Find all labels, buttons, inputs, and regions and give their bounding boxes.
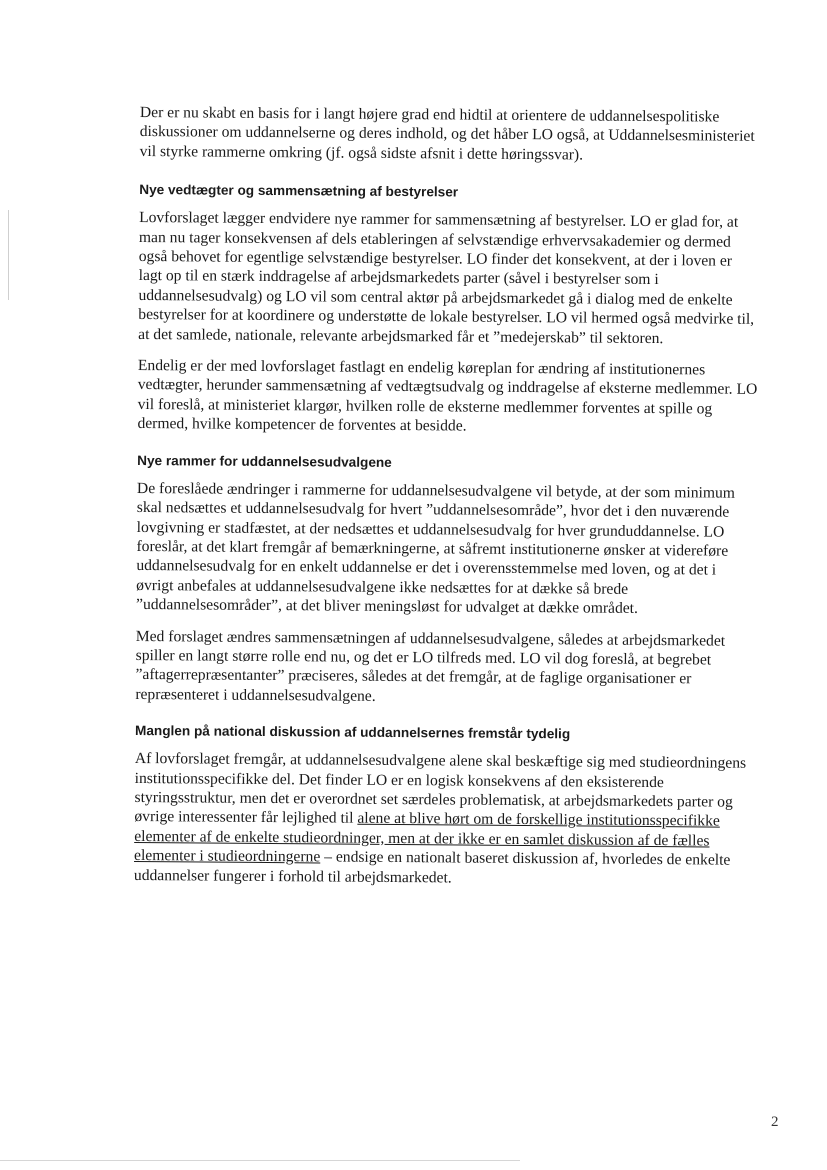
scan-margin-line	[8, 210, 9, 300]
document-body	[134, 103, 760, 902]
paragraph-mangel-part-a: Af lovforslaget fremgår, at uddannelsesudvalgene alene skal beskæftige sig med studieordningens institutionsspecifikke del. Det finder LO er en logisk konsekvens af den eksisterende styringsstruktur, men det er overordnet set særdeles problematisk, at arbejdsmarkedets parter og øvrige interessenter får lejlighed til	[134, 750, 747, 828]
scan-bottom-line	[0, 1160, 520, 1161]
paragraph-vedtaegter-1: Lovforslaget lægger endvidere nye rammer for sammensætning af bestyrelser. LO er glad for, at man nu tager konsekvensen af dels etableringen af selvstændige erhvervsakademier og dermed også behovet for egentlige selvstændige bestyrelser. LO finder det konsekvent, at der i loven er lagt op til en stærk inddragelse af arbejdsmarkedets parter (såvel i bestyrelser som i uddannelsesudvalg) og LO vil som central aktør på arbejdsmarkedet gå i dialog med de enkelte bestyrelser for at koordinere og understøtte de lokale bestyrelser. LO vil hermed også medvirke til, at det samlede, nationale, relevante arbejdsmarked får et ”medejerskab” til sektoren.	[138, 209, 755, 347]
paragraph-udvalg-1: De foreslåede ændringer i rammerne for uddannelsesudvalgene vil betyde, at der som minimum skal nedsættes et uddannelsesudvalg for hvert ”uddannelsesområde”, hvor det i den nuværende lovgivning er stadfæstet, at der nedsættes et uddannelsesudvalg for hver grunduddannelse. LO foreslår, at det klart fremgår af bemærkningerne, at såfremt institutionerne ønsker at videreføre uddannelsesudvalg for en enkelt uddannelse er det i overensstemmelse med loven, og at det i øvrigt anbefales at uddannelsesudvalgene ikke nedsættes for at dække så brede ”uddannelsesområder”, at det bliver meningsløst for udvalget at dække området.	[135, 479, 736, 618]
paragraph-vedtaegter-2: Endelig er der med lovforslaget fastlagt en endelig køreplan for ændring af institutionernes vedtægter, herunder sammensætning af vedtægtsudvalg og inddragelse af eksterne medlemmer. LO vil foreslå, at ministeriet klargør, hvilken rolle de eksterne medlemmer forventes at spille og dermed, hvilke kompetencer de forventes at besidde.	[137, 357, 758, 435]
paragraph-mangel	[134, 749, 755, 890]
paragraph-udvalg-2: Med forslaget ændres sammensætningen af uddannelsesudvalgene, således at arbejdsmarkedet spiller en langt større rolle end nu, og det er LO tilfreds med. LO vil dog foreslå, at begrebet ”aftagerrepræsentanter” præciseres, således at det fremgår, at de faglige organisationer er repræsenteret i uddannelsesudvalgene.	[135, 627, 726, 705]
heading-udvalg: Nye rammer for uddannelsesudvalgene	[137, 452, 392, 470]
paragraph-mangel-part-b: – endsige en nationalt baseret diskussion af, hvorledes de enkelte uddannelser fungerer i forhold til arbejdsmarkedet.	[133, 848, 731, 887]
heading-mangel: Manglen på national diskussion af uddannelsernes fremstår tydelig	[135, 723, 571, 742]
underlined-text: alene at blive hørt om de forskellige institutionsspecifikke elementer af de enkelte studieordninger, men at der ikke er en samlet diskussion af de fælles elementer i studieordningerne	[134, 810, 720, 866]
heading-vedtaegter: Nye vedtægter og sammensætning af bestyrelser	[139, 182, 459, 200]
page-number: 2	[771, 1114, 779, 1130]
paragraph-intro: Der er nu skabt en basis for i langt højere grad end hidtil at orientere de uddannelsespolitiske diskussioner om uddannelserne og deres indhold, og det håber LO også, at Uddannelsesministeriet vil styrke rammerne omkring (jf. også sidste afsnit i dette høringssvar).	[139, 103, 755, 164]
